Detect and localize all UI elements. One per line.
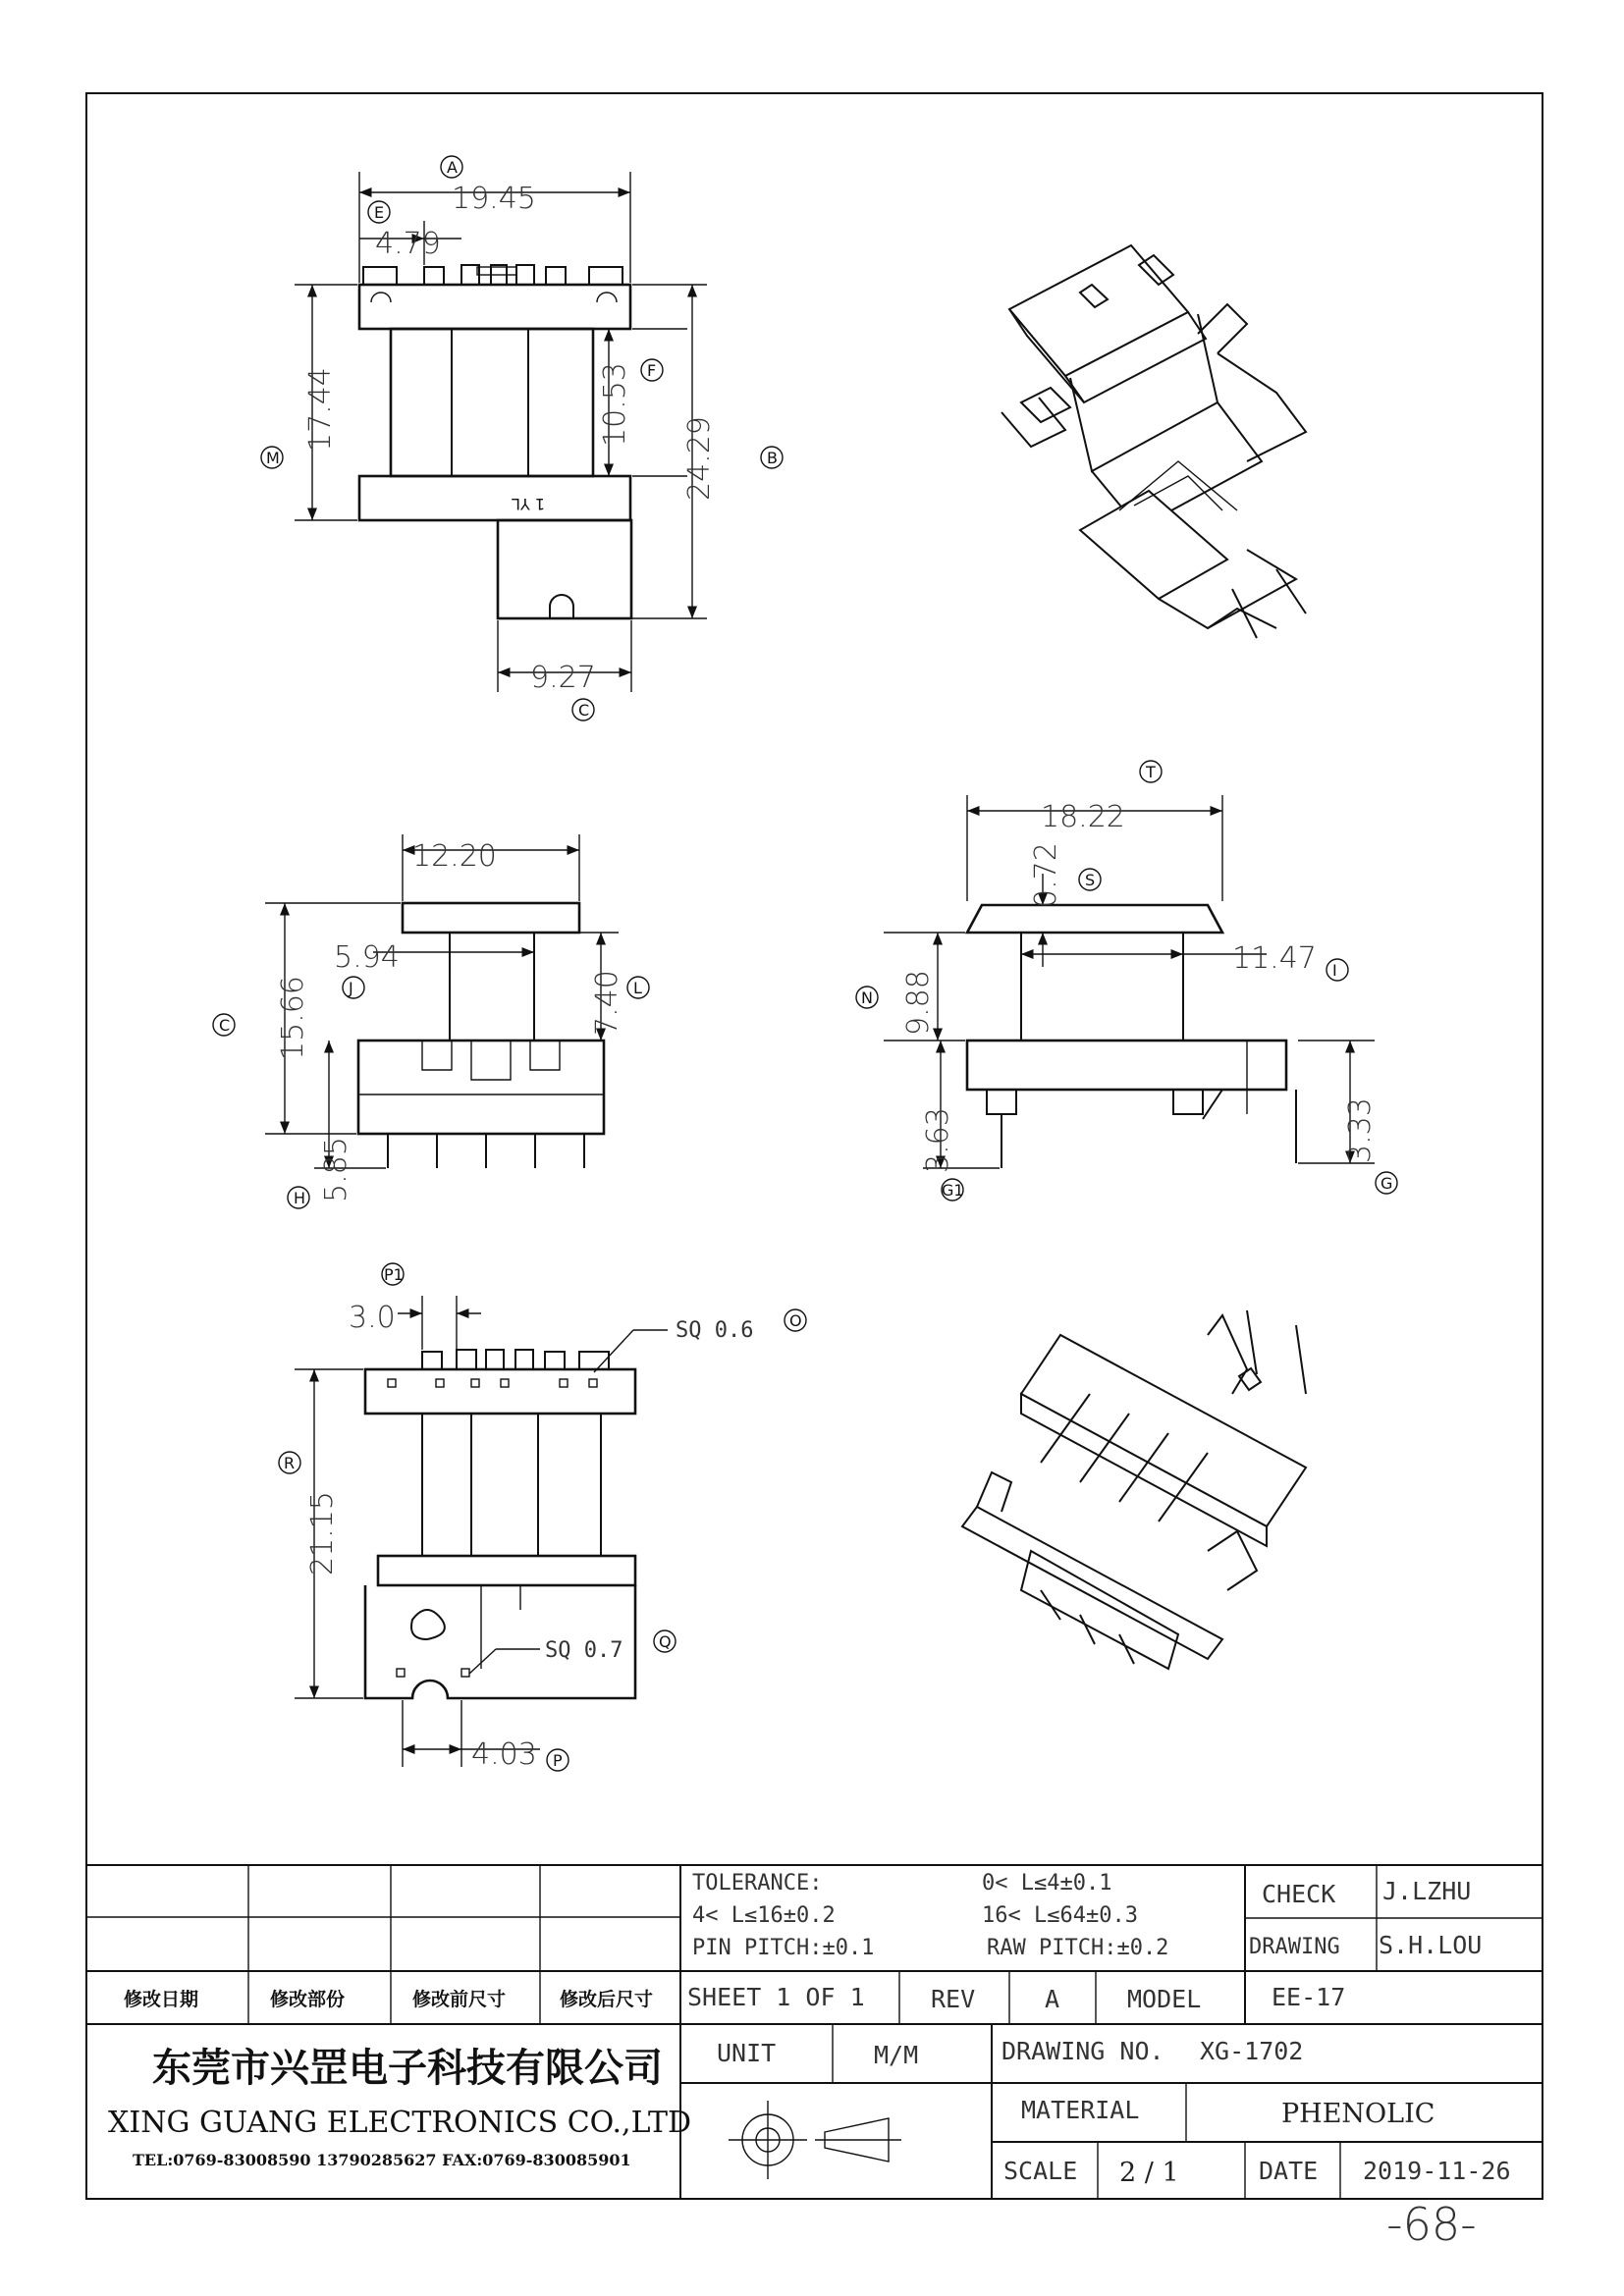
balloon-l: L (633, 979, 642, 997)
bottom-view (279, 1263, 806, 1772)
tolerance-label: TOLERANCE: (692, 1871, 823, 1896)
balloon-e: E (374, 203, 385, 222)
unit-value: M/M (874, 2041, 919, 2069)
dim-window-height: 10.53 (598, 362, 632, 447)
dim-overall-height: 24.29 (682, 416, 717, 501)
check-label: CHECK (1262, 1880, 1336, 1908)
drawing-label: DRAWING (1249, 1935, 1340, 1959)
scale-value: 2 / 1 (1119, 2158, 1179, 2188)
dim-pin-length: 5.85 (319, 1137, 353, 1202)
drawing-no-value: XG-1702 (1200, 2037, 1304, 2065)
dim-pin-offset: 4.79 (375, 227, 441, 261)
page-number: -68- (1386, 2198, 1477, 2251)
company-name-en: XING GUANG ELECTRONICS CO.,LTD (108, 2106, 692, 2140)
drawing-value: S.H.LOU (1379, 1931, 1483, 1959)
note-sq-0-6: SQ 0.6 (676, 1318, 754, 1343)
balloon-o: O (789, 1311, 802, 1330)
dim-pin-right: 3.33 (1343, 1097, 1378, 1163)
company-contact: TEL:0769-83008590 13790285627 FAX:0769-830085901 (133, 2151, 631, 2169)
balloon-t: T (1146, 763, 1156, 781)
dim-flange-thickness: 0.72 (1029, 842, 1063, 908)
dim-pin-left: 3.63 (921, 1107, 955, 1173)
dim-total-height: 15.66 (276, 976, 310, 1060)
rev-header-part: 修改部份 (270, 1989, 346, 2010)
balloon-r: R (284, 1454, 296, 1472)
tolerance-range-1: 0< L≤4±0.1 (982, 1871, 1112, 1896)
balloon-b: B (767, 449, 778, 467)
model-value: EE-17 (1272, 1983, 1346, 2011)
balloon-m: M (266, 449, 280, 467)
rev-value: A (1045, 1985, 1060, 2013)
tolerance-range-2: 4< L≤16±0.2 (692, 1903, 836, 1928)
rev-header-after: 修改后尺寸 (560, 1989, 654, 2010)
side-view (856, 761, 1397, 1201)
balloon-c-front: C (219, 1016, 231, 1035)
scale-label: SCALE (1003, 2157, 1078, 2185)
tolerance-range-3: 16< L≤64±0.3 (982, 1903, 1138, 1928)
balloon-h: H (294, 1189, 306, 1207)
rev-header-before: 修改前尺寸 (412, 1989, 507, 2010)
note-sq-0-7: SQ 0.7 (545, 1638, 623, 1663)
balloon-q: Q (659, 1632, 672, 1651)
drawing-no-label: DRAWING NO. (1001, 2037, 1164, 2065)
balloon-g1: G1 (942, 1181, 964, 1200)
dim-side-height: 9.88 (901, 970, 936, 1036)
top-view (261, 156, 783, 721)
date-label: DATE (1259, 2157, 1319, 2185)
tolerance-raw-pitch: RAW PITCH:±0.2 (987, 1936, 1169, 1960)
balloon-p1: P1 (384, 1265, 404, 1284)
balloon-s: S (1085, 871, 1096, 889)
material-label: MATERIAL (1021, 2096, 1140, 2124)
rev-label: REV (931, 1985, 976, 2013)
balloon-n: N (861, 988, 873, 1007)
isometric-view-bottom (962, 1310, 1306, 1669)
dim-pin-pitch: 3.0 (349, 1301, 396, 1335)
projection-symbol (729, 2101, 901, 2179)
isometric-view-top (1001, 245, 1306, 638)
balloon-g: G (1380, 1174, 1393, 1193)
balloon-a: A (447, 158, 458, 177)
date-value: 2019-11-26 (1363, 2157, 1511, 2185)
dim-core-width: 5.94 (334, 940, 400, 975)
model-label: MODEL (1127, 1985, 1202, 2013)
balloon-c-top: C (578, 701, 590, 720)
balloon-f: F (647, 361, 657, 380)
tolerance-pin-pitch: PIN PITCH:±0.1 (692, 1936, 875, 1960)
top-view-marking: 1 YL (512, 495, 545, 513)
dim-side-flange-width: 18.22 (1041, 800, 1125, 834)
title-block (86, 1865, 1543, 2199)
dim-body-height: 17.44 (303, 367, 338, 452)
rev-header-date: 修改日期 (124, 1989, 199, 2010)
dim-flange-width: 12.20 (412, 839, 497, 874)
dim-overall-width: 19.45 (452, 182, 536, 216)
check-value: J.LZHU (1382, 1877, 1472, 1905)
dim-core-height: 7.40 (590, 970, 624, 1036)
sheet-info: SHEET 1 OF 1 (687, 1983, 865, 2011)
dim-bottom-pin-offset: 4.03 (471, 1737, 537, 1772)
balloon-i: I (1332, 961, 1337, 980)
unit-label: UNIT (717, 2039, 777, 2067)
dim-bottom-height: 21.15 (305, 1491, 340, 1575)
dim-side-core-width: 11.47 (1232, 941, 1317, 976)
dim-base-width: 9.27 (530, 661, 596, 695)
material-value: PHENOLIC (1281, 2099, 1435, 2129)
balloon-p: P (553, 1751, 563, 1770)
company-name-cn: 东莞市兴罡电子科技有限公司 (152, 2046, 663, 2091)
balloon-j: J (349, 979, 353, 997)
front-view (213, 834, 649, 1208)
